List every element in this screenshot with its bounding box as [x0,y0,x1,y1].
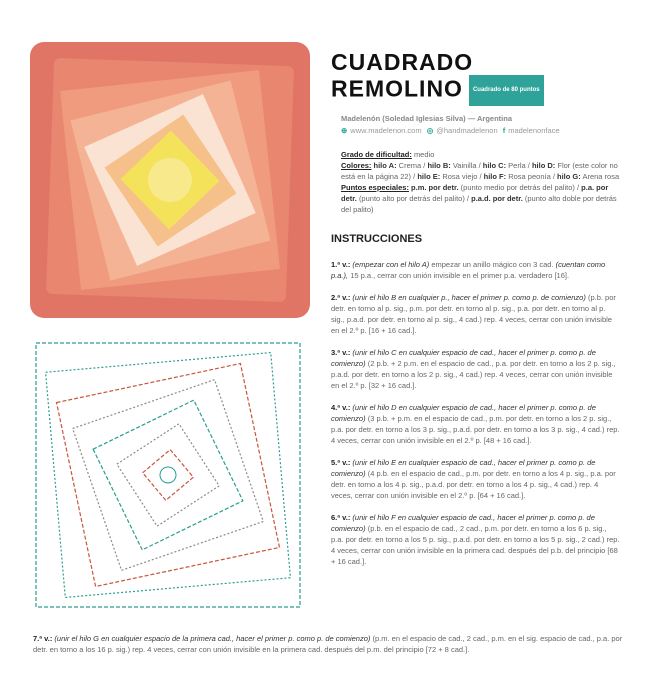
stitch-count-badge: Cuadrado de 80 puntos [469,75,544,106]
round-intro: (unir el hilo G en cualquier espacio de la primera cad., hacer el primer p. como p. de comienzo) [54,634,371,643]
color-value: Arena rosa [582,172,620,181]
round-intro: (unir el hilo B en cualquier p., hacer el primer p. como p. de comienzo) [352,293,586,302]
round-body: (3 p.b. + p.m. en el espacio de cad., p.m. por detr. en torno a los 2 p. sig., p.a. por detr. en torno a los 3 p. sig., p.a.d. por detr. en torno a los 3 p. sig., 4 cad.) rep. 4 veces, cerrar con unión invisible en el 2.º p. [48 + 16 cad.]. [331,414,620,445]
facebook-icon: f [502,126,506,135]
diagram-round-6 [46,353,291,598]
round-intro: (unir el hilo F en cualquier espacio de cad., hacer el primer p. como p. de comienzo) [331,513,595,533]
round-3 [331,347,621,391]
diagram-round-4 [73,380,264,571]
round-intro: (unir el hilo C en cualquier espacio de cad., hacer el primer p. como p. de comienzo) [331,348,596,368]
difficulty-label: Grado de dificultad: [341,150,412,159]
color-key: hilo D: [531,161,556,170]
facebook-link[interactable]: madelenonface [508,126,560,135]
round-body: (4 p.b. en el espacio de cad., p.m. por detr. en torno a los 4 p. sig., p.a. por detr. en torno a los 4 p. sig., p.a.d. por detr. en torno a los 4 p. sig., 4 cad.) rep. 4 veces, cerrar con unión invisible en el 2.º p. [64 + 16 cad.]. [331,469,616,500]
round-2 [331,292,621,336]
color-value: Vainilla / [452,161,481,170]
round-4 [331,402,621,446]
round-body: 15 p.a., cerrar con unión invisible en el primer p.a. verdadero [16]. [350,271,570,280]
website-link[interactable]: www.madelenon.com [350,126,422,135]
special-stitches [341,182,621,215]
round-body: (2 p.b. + 2 p.m. en el espacio de cad., p.a. por detr. en torno a los 2 p. sig., p.a.d. por detr. en torno a los 2 p. sig., 4 cad.) rep. 4 veces, cerrar con unión invisible en el 2.º p. [32 + 16 cad.]. [331,359,616,390]
instagram-link[interactable]: @handmadelenon [436,126,498,135]
round-label: 6.ª v.: [331,513,351,522]
round-intro: (unir el hilo E en cualquier espacio de cad., hacer el primer p. como p. de comienzo) [331,458,596,478]
instructions-heading: INSTRUCCIONES [331,233,423,245]
round-label: 2.ª v.: [331,293,351,302]
author-links [341,126,621,135]
special-label: Puntos especiales: [341,183,409,192]
stitch-key: p.a. por detr. [341,183,609,203]
round-body: (p.m. en el espacio de cad., 2 cad., p.m. en el sig. espacio de cad., p.a. por detr. en torno a los 16 p. sig.) rep. 4 veces, cerrar con unión invisible en la primera cad. después del p.m. del principio [72 + 8 cad.]. [33,634,623,654]
round-label: 5.ª v.: [331,458,351,467]
round-7 [33,633,623,655]
round-1 [331,259,621,281]
title-line-2: REMOLINO [331,75,463,102]
color-key: hilo G: [557,172,581,181]
round-intro: (empezar con el hilo A) [352,260,430,269]
stitch-desc: (punto medio por detrás del palito) / [460,183,580,192]
color-key: hilo F: [483,172,507,181]
colors-list [341,160,621,182]
crochet-square-photo [30,42,310,318]
color-value: Rosa viejo / [442,172,482,181]
round-label: 7.ª v.: [33,634,53,643]
author: Madelenón (Soledad Iglesias Silva) — Argentina [341,114,513,123]
color-value: Perla / [508,161,530,170]
color-key: hilo B: [427,161,451,170]
color-value: Crema / [398,161,426,170]
diagram-round-5 [57,364,280,587]
color-value: Flor (este color no está en la página 22) / [341,161,618,181]
round-6 [331,512,621,567]
diagram-round-7 [36,343,300,607]
difficulty-value: medio [413,150,435,159]
stitch-desc: (punto alto por detrás del palito) / [358,194,470,203]
round-body: (p.b. en el espacio de cad., 2 cad., p.m. por detr. en torno a los 6 p. sig., p.a. por detr. en torno a los 5 p. sig., p.a.d. por detr. en torno a los 5 p. sig., 2 cad.) rep. 4 veces, cerrar con unión invisible en la primera cad. después del p.b. del principio [68 + 16 cad.]. [331,524,620,566]
color-key: hilo A: [373,161,397,170]
color-key: hilo E: [417,172,441,181]
stitch-desc: (punto alto doble por detrás del palito) [341,194,617,214]
stitch-key: p.m. por detr. [411,183,459,192]
round-label: 4.ª v.: [331,403,351,412]
color-key: hilo C: [482,161,507,170]
round-label: 1.ª v.: [331,260,351,269]
page-title [331,50,621,106]
stitch-key: p.a.d. por detr. [471,194,523,203]
round-body: empezar un anillo mágico con 3 cad. [431,260,554,269]
web-icon: ⊕ [341,126,348,135]
round-intro: (cuentan como p.a.), [331,260,606,280]
round-label: 3.ª v.: [331,348,351,357]
diagram-round-2 [117,424,219,526]
colors-label: Colores: [341,161,372,170]
color-value: Rosa peonía / [508,172,555,181]
round-body: (p.b. por detr. en torno al p. sig., p.m. por detr. en torno al p. sig., p.a. por detr. en torno al p. sig., p.a.d. por detr. en torno al p. sig., 4 cad.) rep. 4 veces, cerrar con unión invisible en el 2.º p. [16 + 16 cad.]. [331,293,616,335]
round-5 [331,457,621,501]
diagram-round-1 [143,450,194,501]
pattern-details [341,149,621,215]
diagram-round-3 [93,400,243,550]
title-line-1: CUADRADO [331,49,474,75]
diagram-magic-ring [160,467,176,483]
round-intro: (unir el hilo D en cualquier espacio de cad., hacer el primer p. como p. de comienzo) [331,403,596,423]
crochet-diagram [30,330,306,620]
instagram-icon: ◎ [426,126,434,135]
